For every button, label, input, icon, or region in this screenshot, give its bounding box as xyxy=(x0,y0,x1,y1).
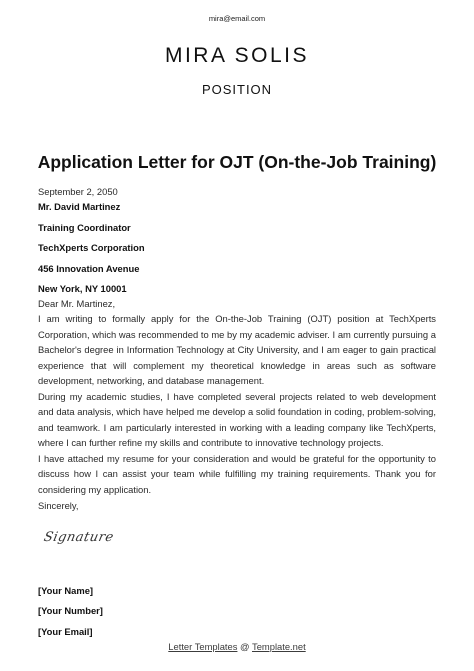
signature-image: Signature xyxy=(42,530,116,545)
recipient-role: Training Coordinator xyxy=(38,222,131,233)
letter-date: September 2, 2050 xyxy=(38,186,118,197)
header-position: POSITION xyxy=(201,82,273,97)
recipient-street: 456 Innovation Avenue xyxy=(38,263,140,274)
closing: Sincerely, xyxy=(38,500,79,511)
footer-letter-templates-link[interactable]: Letter Templates xyxy=(168,641,238,652)
salutation: Dear Mr. Martinez, xyxy=(38,298,116,309)
paragraph-2: During my academic studies, I have completed several projects related to web development and data analysis, which have helped me develop a solid foundation in coding, problem-solving, and teamwork. I am particularly interested in working with a leading company like TechXperts, where I can further refine my skills and contribute to innovative technology projects. xyxy=(38,390,436,448)
letter-body xyxy=(38,311,436,497)
footer-template-net-link[interactable]: Template.net xyxy=(252,641,306,652)
contact-number: [Your Number] xyxy=(38,605,103,616)
letter-title: Application Letter for OJT (On-the-Job Training) xyxy=(37,152,437,172)
paragraph-1: I am writing to formally apply for the On-the-Job Training (OJT) position at TechXperts Corporation, which was recommended to me by my academic adviser. I am currently pursuing a Bachelor's degree in Information Technology at City University, and I am eager to gain practical experience that will complement my theoretical knowledge in areas such as software development, networking, and database management. xyxy=(38,313,436,386)
footer xyxy=(0,641,474,652)
paragraph-3: I have attached my resume for your consideration and would be grateful for the opportunity to discuss how I can assist your team while fulfilling my training requirements. Thank you for considering my application. xyxy=(38,452,436,495)
recipient-name: Mr. David Martinez xyxy=(38,201,121,212)
header-email: mira@email.com xyxy=(208,14,266,23)
contact-email: [Your Email] xyxy=(38,626,93,637)
contact-name: [Your Name] xyxy=(38,585,94,596)
recipient-city: New York, NY 10001 xyxy=(38,283,127,294)
header-name: MIRA SOLIS xyxy=(164,44,310,67)
recipient-company: TechXperts Corporation xyxy=(38,242,145,253)
footer-separator: @ xyxy=(240,641,250,652)
